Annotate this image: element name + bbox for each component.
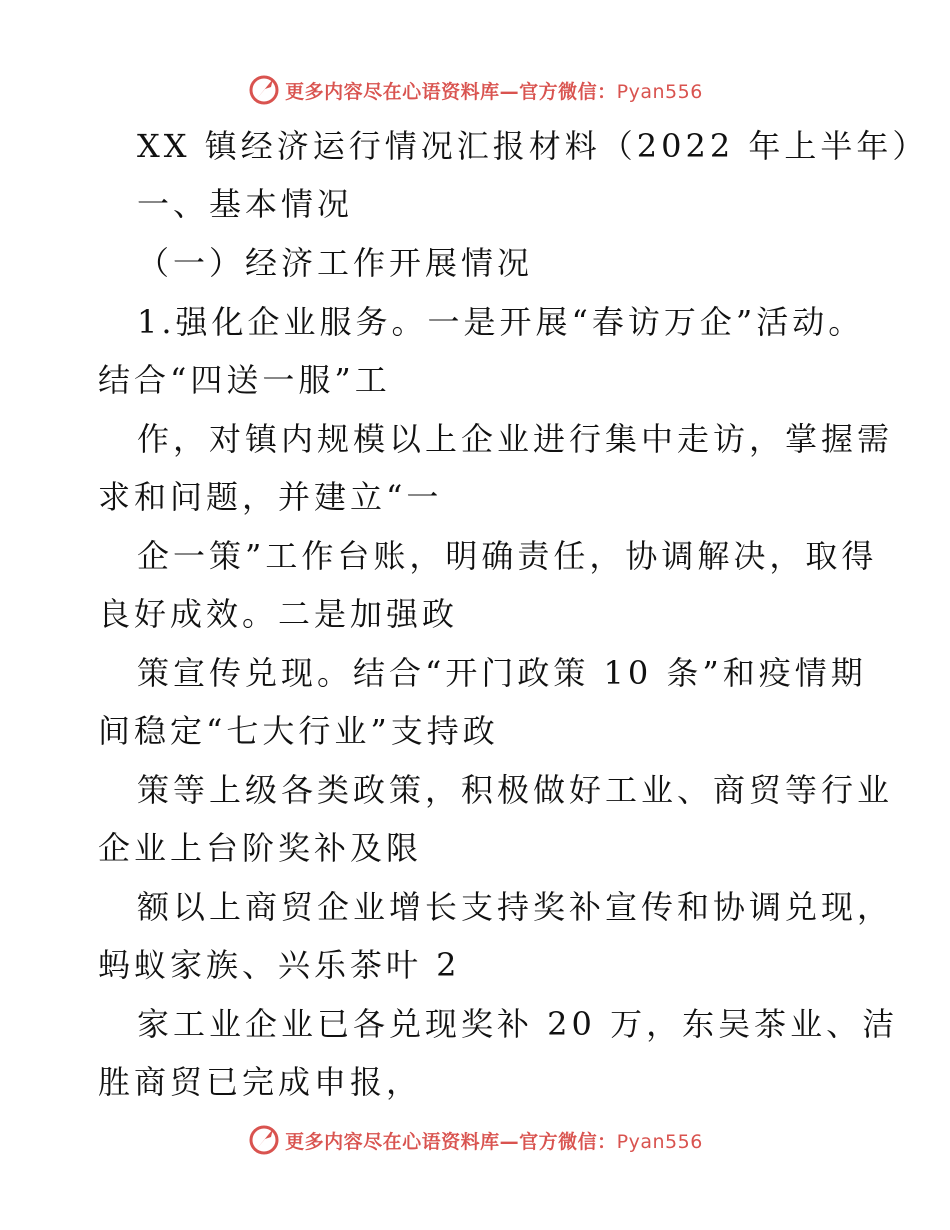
- paragraph-line: 蚂蚁家族、兴乐茶叶 2: [98, 946, 461, 984]
- watermark-contact: Pyan556: [616, 1130, 703, 1153]
- paragraph-line: 胜商贸已完成申报，: [98, 1063, 423, 1101]
- paragraph-line: 良好成效。二是加强政: [98, 595, 459, 633]
- document-title: XX 镇经济运行情况汇报材料（2022 年上半年）: [137, 127, 929, 165]
- paragraph-line: 家工业企业已各兑现奖补 20 万，东吴茶业、洁: [137, 1005, 899, 1043]
- quill-circle-logo-icon: [247, 73, 281, 107]
- paragraph-line: 企一策”工作台账，明确责任，协调解决，取得: [137, 537, 878, 575]
- paragraph-line: 额以上商贸企业增长支持奖补宣传和协调兑现，: [137, 888, 894, 926]
- watermark-text: 更多内容尽在心语资料库—官方微信：Pyan556: [285, 1130, 703, 1153]
- footer-watermark: [0, 1120, 950, 1160]
- paragraph-line: 作，对镇内规模以上企业进行集中走访，掌握需: [137, 420, 894, 458]
- watermark-contact: Pyan556: [616, 80, 703, 103]
- paragraph-line: 策宣传兑现。结合“开门政策 10 条”和疫情期: [137, 654, 867, 692]
- paragraph-line: 间稳定“七大行业”支持政: [98, 712, 499, 750]
- paragraph-line: 企业上台阶奖补及限: [98, 829, 423, 867]
- section-heading: 一、基本情况: [137, 185, 354, 223]
- paragraph-line: 求和问题，并建立“一: [98, 478, 443, 516]
- subsection-heading: （一）经济工作开展情况: [137, 244, 534, 282]
- paragraph-line: 结合“四送一服”工: [98, 361, 391, 399]
- paragraph-line: 策等上级各类政策，积极做好工业、商贸等行业: [137, 771, 894, 809]
- header-watermark: [0, 70, 950, 110]
- quill-circle-logo-icon: [247, 1123, 281, 1157]
- watermark-text: 更多内容尽在心语资料库—官方微信：Pyan556: [285, 80, 703, 103]
- paragraph-line: 1.强化企业服务。一是开展“春访万企”活动。: [137, 303, 865, 341]
